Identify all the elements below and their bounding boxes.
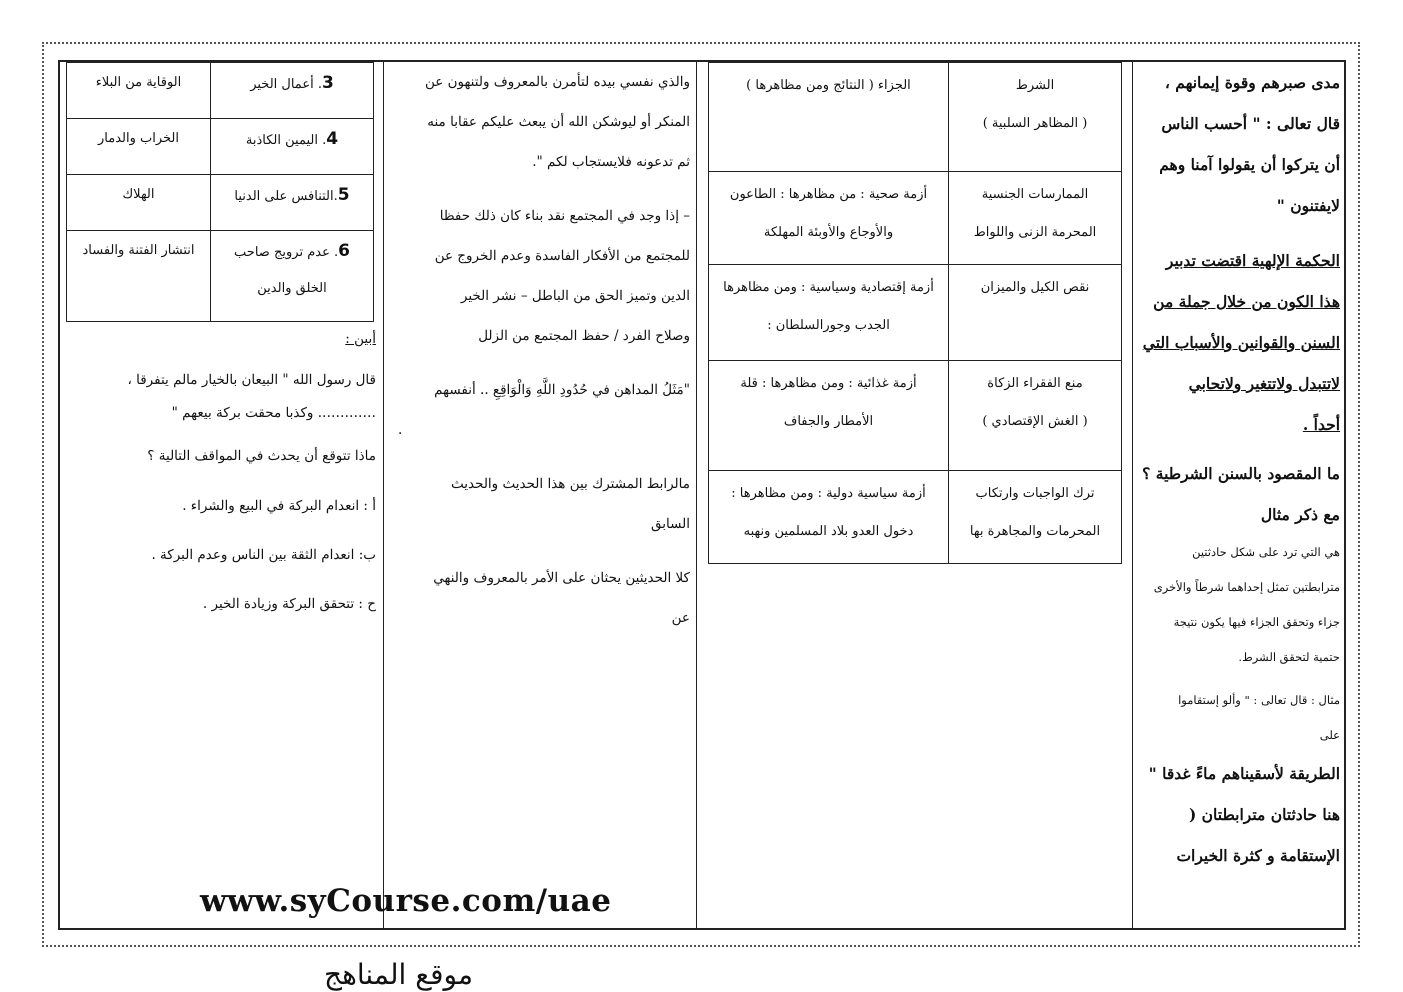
table-row: 4. اليمين الكاذبة الخراب والدمار	[67, 119, 374, 175]
hadith-line: …………. وكذبا محقت بركة بيعهم "	[171, 405, 376, 421]
wisdom-line: أحداً .	[1302, 415, 1340, 434]
example-line: على	[1319, 728, 1340, 742]
column-trade	[66, 326, 376, 618]
paragraph: – إذا وجد في المجتمع نقد بناء كان ذلك حفظا للمجتمع من الأفكار الفاسدة وعدم الخروج عن الدين وتميز الحق من الباطل – نشر الخير وصلاح الفرد / حفظ المجتمع من الزلل	[434, 208, 690, 344]
table-header-result: الجزاء ( النتائج ومن مظاهرها )	[709, 63, 949, 172]
column-divider	[696, 60, 697, 930]
column-hadith	[398, 62, 690, 652]
intro-line: أن يتركوا أن يقولوا آمنا وهم	[1159, 155, 1340, 174]
answer-line: مترابطتين تمثل إحداهما شرطاً والأخرى	[1153, 580, 1340, 594]
paragraph: والذي نفسي بيده لتأمرن بالمعروف ولتنهون عن المنكر أو ليوشكن الله أن يبعث عليكم عقابا منه ثم تدعونه فلايستجاب لكم ".	[424, 74, 690, 170]
hadith-line: قال رسول الله " البيعان بالخيار مالم يتفرقا ،	[127, 372, 376, 388]
answer-line: جزاء وتحقق الجزاء فيها يكون نتيجة	[1173, 615, 1340, 629]
answer-option: أ : انعدام البركة في البيع والشراء .	[182, 498, 376, 514]
intro-line: قال تعالى : " أحسب الناس	[1161, 114, 1340, 133]
wisdom-line: لاتتبدل ولاتتغير ولاتحابي	[1188, 374, 1340, 393]
question-line: مع ذكر مثال	[1260, 505, 1340, 524]
table-row: الممارسات الجنسية المحرمة الزنى واللواط أزمة صحية : من مظاهرها : الطاعون والأوجاع والأوبئة المهلكة	[709, 171, 1122, 265]
deeds-results-table	[66, 62, 374, 322]
answer-option: ب: انعدام الثقة بين الناس وعدم البركة .	[151, 547, 376, 563]
table-row: 6. عدم ترويج صاحب الخلق والدين انتشار الفتنة والفساد	[67, 231, 374, 322]
column-intro	[1140, 62, 1340, 876]
paragraph: "مَثَلُ المداهن في حُدُودِ اللَّهِ وَالْوَاقِعِ .. أنفسهم .	[398, 382, 690, 438]
wisdom-line: السنن والقوانين والأسباب التي	[1142, 333, 1340, 352]
website-url: www.syCourse.com/uae	[200, 883, 612, 919]
answer-option: ح : تتحقق البركة وزيادة الخير .	[202, 596, 376, 612]
question-line: ماذا تتوقع أن يحدث في المواقف التالية ؟	[147, 448, 376, 464]
table-row: 5.التنافس على الدنيا الهلاك	[67, 175, 374, 231]
tail-line: الإستقامة و كثرة الخيرات	[1176, 846, 1340, 865]
table-row: ترك الواجبات وارتكاب المحرمات والمجاهرة بها أزمة سياسية دولية : ومن مظاهرها : دخول العدو بلاد المسلمين ونهبه	[709, 471, 1122, 564]
paragraph: كلا الحديثين يحثان على الأمر بالمعروف والنهي عن	[433, 570, 690, 626]
table-row: منع الفقراء الزكاة ( الغش الإقتصادي ) أزمة غذائية : ومن مظاهرها : قلة الأمطار والجفاف	[709, 360, 1122, 471]
table-row: نقص الكيل والميزان أزمة إقتصادية وسياسية : ومن مظاهرها الجدب وجورالسلطان :	[709, 265, 1122, 361]
answer-line: هي التي ترد على شكل حادثتين	[1192, 545, 1340, 559]
wisdom-line: هذا الكون من خلال جملة من	[1153, 292, 1340, 311]
example-line: مثال : قال تعالى : " وألو إستقاموا	[1178, 693, 1340, 707]
intro-line: مدى صبرهم وقوة إيمانهم ،	[1164, 73, 1340, 92]
condition-result-table	[708, 62, 1122, 564]
tail-line: الطريقة لأسقيناهم ماءً غدقا "	[1148, 764, 1340, 783]
site-logo-text: موقع المناهج	[324, 958, 473, 991]
paragraph: مالرابط المشترك بين هذا الحديث والحديث السابق	[451, 476, 690, 532]
section-heading: أبين :	[345, 331, 376, 347]
answer-line: حتمية لتحقق الشرط.	[1238, 650, 1340, 664]
column-divider	[383, 60, 384, 930]
intro-line: لايفتنون "	[1276, 196, 1340, 215]
table-row: 3. أعمال الخير الوقاية من البلاء	[67, 63, 374, 119]
table-header-condition: الشرط ( المظاهر السلبية )	[949, 63, 1122, 172]
wisdom-line: الحكمة الإلهية اقتضت تدبير	[1165, 251, 1340, 270]
question-line: ما المقصود بالسنن الشرطية ؟	[1142, 464, 1340, 483]
column-divider	[1132, 60, 1133, 930]
tail-line: هنا حادثتان مترابطتان (	[1188, 805, 1340, 824]
